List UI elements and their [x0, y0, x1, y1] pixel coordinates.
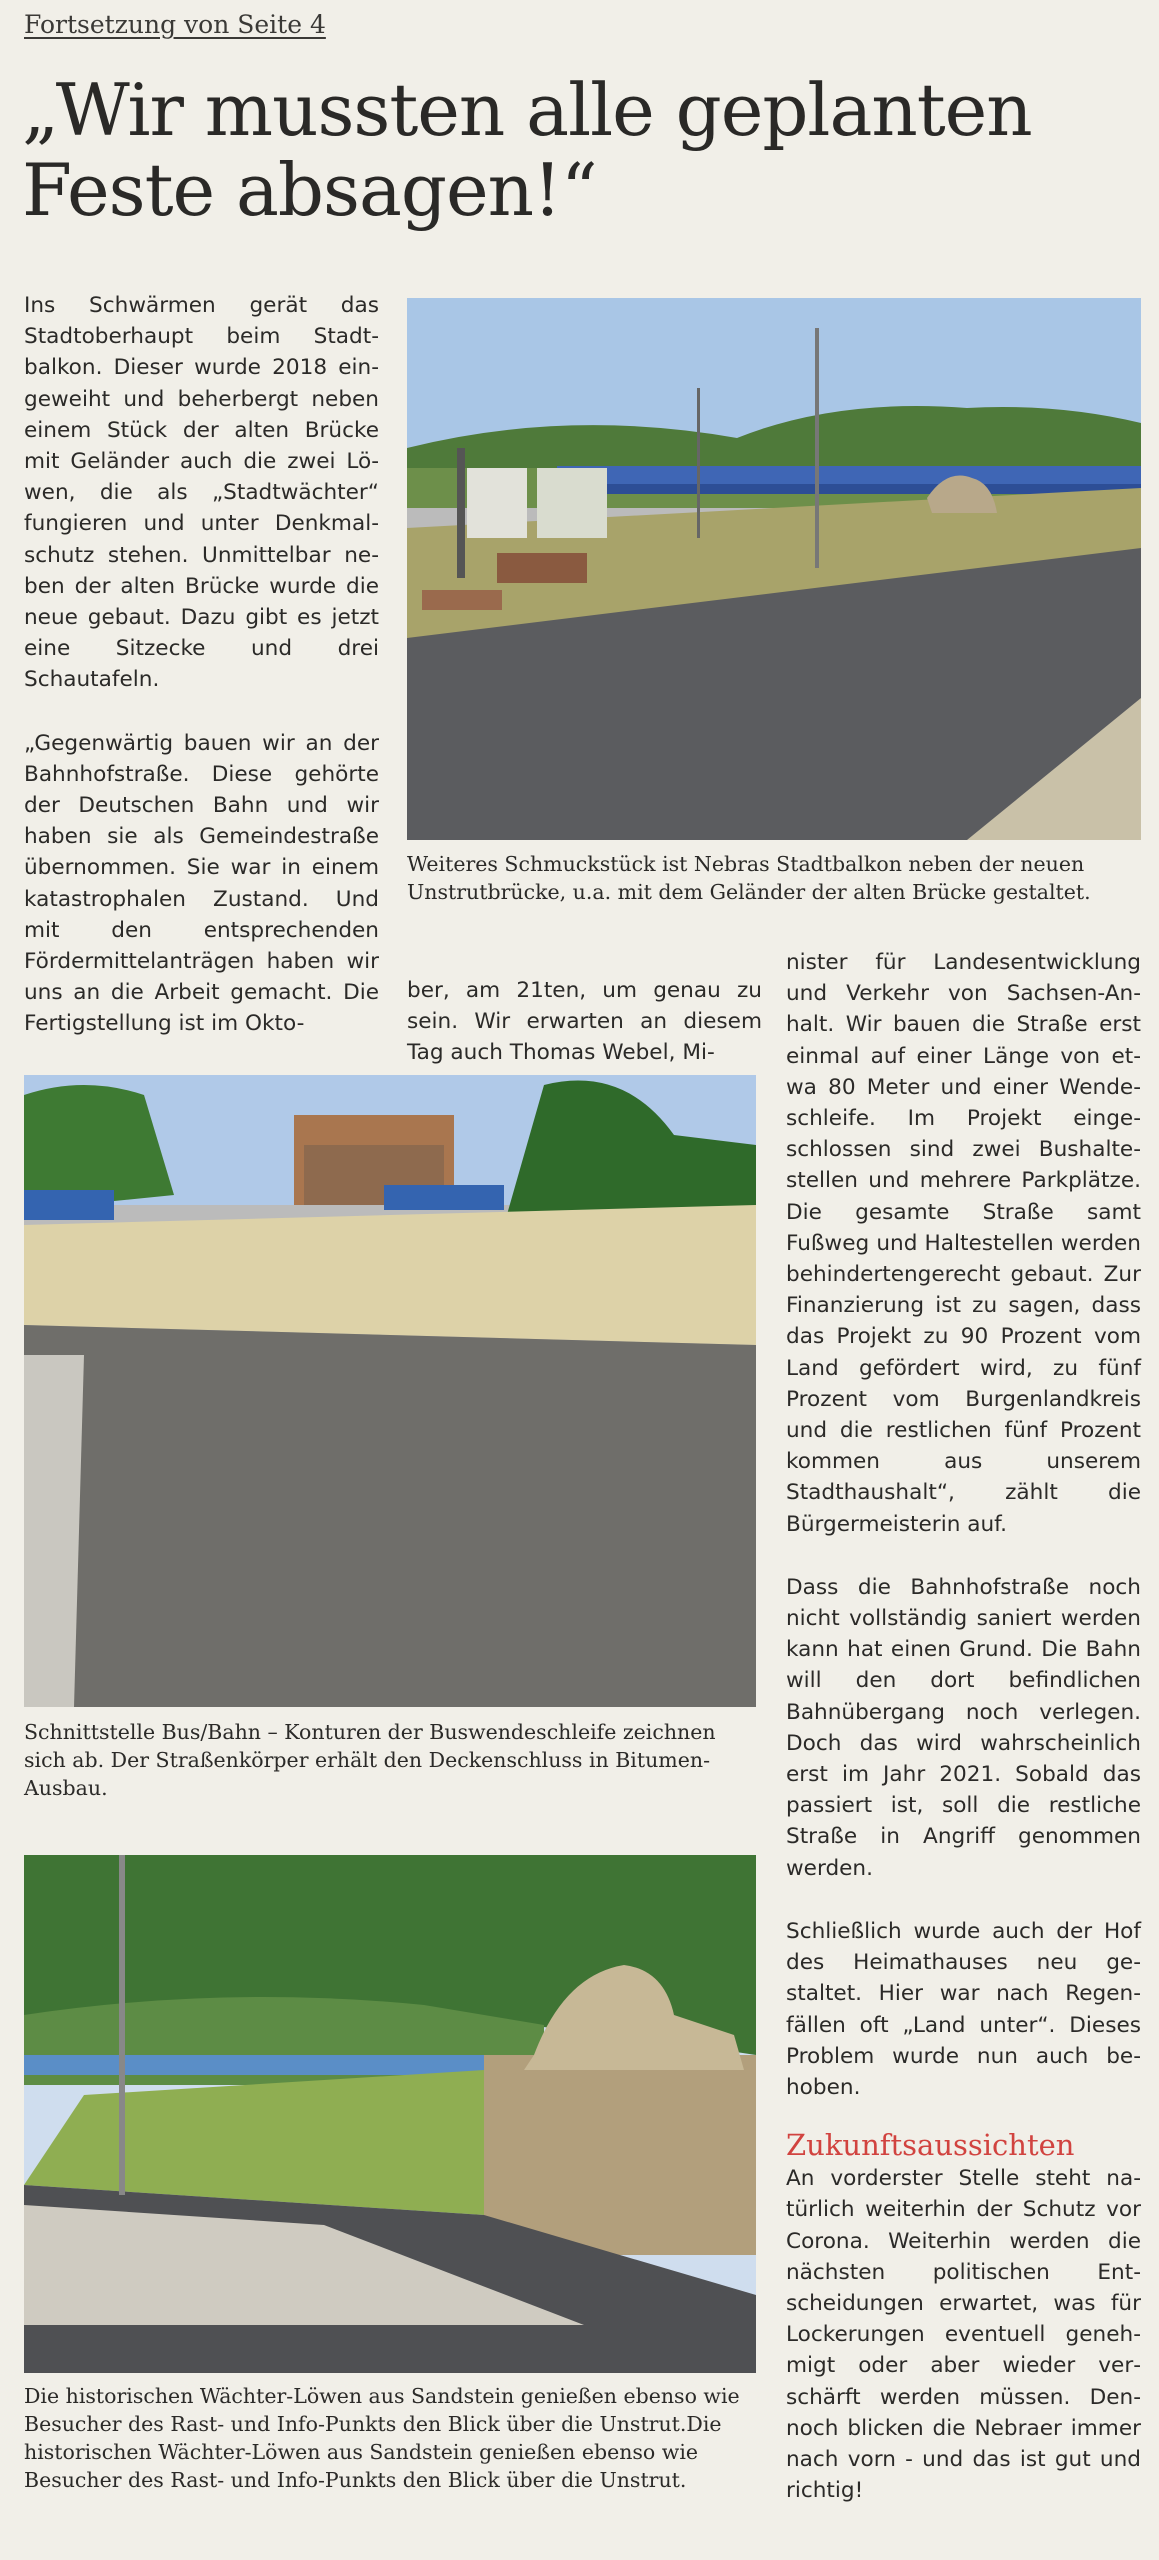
photo-loewen: [24, 1855, 756, 2373]
photo-stadtbalkon: [407, 298, 1141, 840]
headline: „Wir mussten alle geplanten Feste absagen!“: [22, 68, 1032, 232]
photo-bahnhof: [24, 1075, 756, 1707]
col1-paragraph-1: Ins Schwärmen gerät das Stadtoberhaupt beim Stadtbalkon. Dieser wurde 2018 eingeweiht und beherbergt neben einem Stück der alten Brücke mit Geländer auch die zwei Löwen, die als „Stadtwächter“ fungieren und unter Denkmalschutz stehen. Unmittelbar neben der alten Brücke wurde die neue gebaut. Dazu gibt es jetzt eine Sitzecke und drei Schautafeln.: [24, 293, 379, 693]
col3-paragraph-3: Schließlich wurde auch der Hof des Heimathauses neu gestaltet. Hier war nach Regenfällen oft „Land unter“. Dieses Problem wurde nun auch behoben.: [786, 1918, 1141, 2100]
column-1: [24, 290, 379, 1040]
column-3: [786, 947, 1141, 2506]
col1-paragraph-2: „Gegenwärtig bauen wir an der Bahnhofstraße. Diese gehörte der Deutschen Bahn und wir haben sie als Gemeindestraße übernommen. Sie war in einem katastrophalen Zustand. Und mit den entsprechenden Fördermittelanträgen haben wir uns an die Arbeit gemacht. Die Fertigstellung ist im Okto-: [24, 730, 379, 1037]
caption-bahnhof: Schnittstelle Bus/Bahn – Konturen der Buswendeschleife zeichnen sich ab. Der Straßenkörper erhält den Deckenschluss in Bitumen-Ausbau.: [24, 1720, 716, 1800]
col3-paragraph-2: Dass die Bahnhofstraße noch nicht vollständig saniert werden kann hat einen Grund. Die Bahn will den dort befindlichen Bahnübergang noch verlegen. Doch das wird wahrscheinlich erst im Jahr 2021. Sobald das passiert ist, soll die restliche Straße in Angriff genommen werden.: [786, 1574, 1141, 1881]
col2-paragraph-1: ber, am 21ten, um genau zu sein. Wir erwarten an diesem Tag auch Thomas Webel, Mi-: [407, 978, 762, 1066]
subhead-zukunftsaussichten: Zukunftsaussichten: [786, 2128, 1075, 2163]
caption-loewen: Die historischen Wächter-Löwen aus Sandstein genießen ebenso wie Besucher des Rast- und Info-Punkts den Blick über die Unstrut.Die historischen Wächter-Löwen aus Sandstein genießen ebenso wie Besucher des Rast- und Info-Punkts den Blick über die Unstrut.: [24, 2384, 740, 2492]
caption-stadtbalkon: Weiteres Schmuckstück ist Nebras Stadtbalkon neben der neuen Unstrutbrücke, u.a. mit dem Geländer der alten Brücke gestaltet.: [407, 852, 1091, 904]
col3-paragraph-4: An vorderster Stelle steht natürlich weiterhin der Schutz vor Corona. Weiterhin werden die nächsten politischen Entscheidungen erwartet, was für Lockerungen eventuell genehmigt oder aber wieder verschärft werden müssen. Dennoch blicken die Nebraer immer nach vorn - und das ist gut und richtig!: [786, 2166, 1141, 2504]
column-2: [407, 975, 762, 1069]
kicker-continuation: Fortsetzung von Seite 4: [24, 10, 326, 39]
col3-paragraph-1: nister für Landesentwicklung und Verkehr von Sachsen-Anhalt. Wir bauen die Straße erst einmal auf einer Länge von etwa 80 Meter und einer Wendeschleife. Im Projekt eingeschlossen sind zwei Bushaltestellen und mehrere Parkplätze. Die gesamte Straße samt Fußweg und Haltestellen werden behindertengerecht gebaut. Zur Finanzierung ist zu sagen, dass das Projekt zu 90 Prozent vom Land gefördert wird, zu fünf Prozent vom Burgenlandkreis und die restlichen fünf Prozent kommen aus unserem Stadthaushalt“, zählt die Bürgermeisterin auf.: [786, 950, 1141, 1537]
